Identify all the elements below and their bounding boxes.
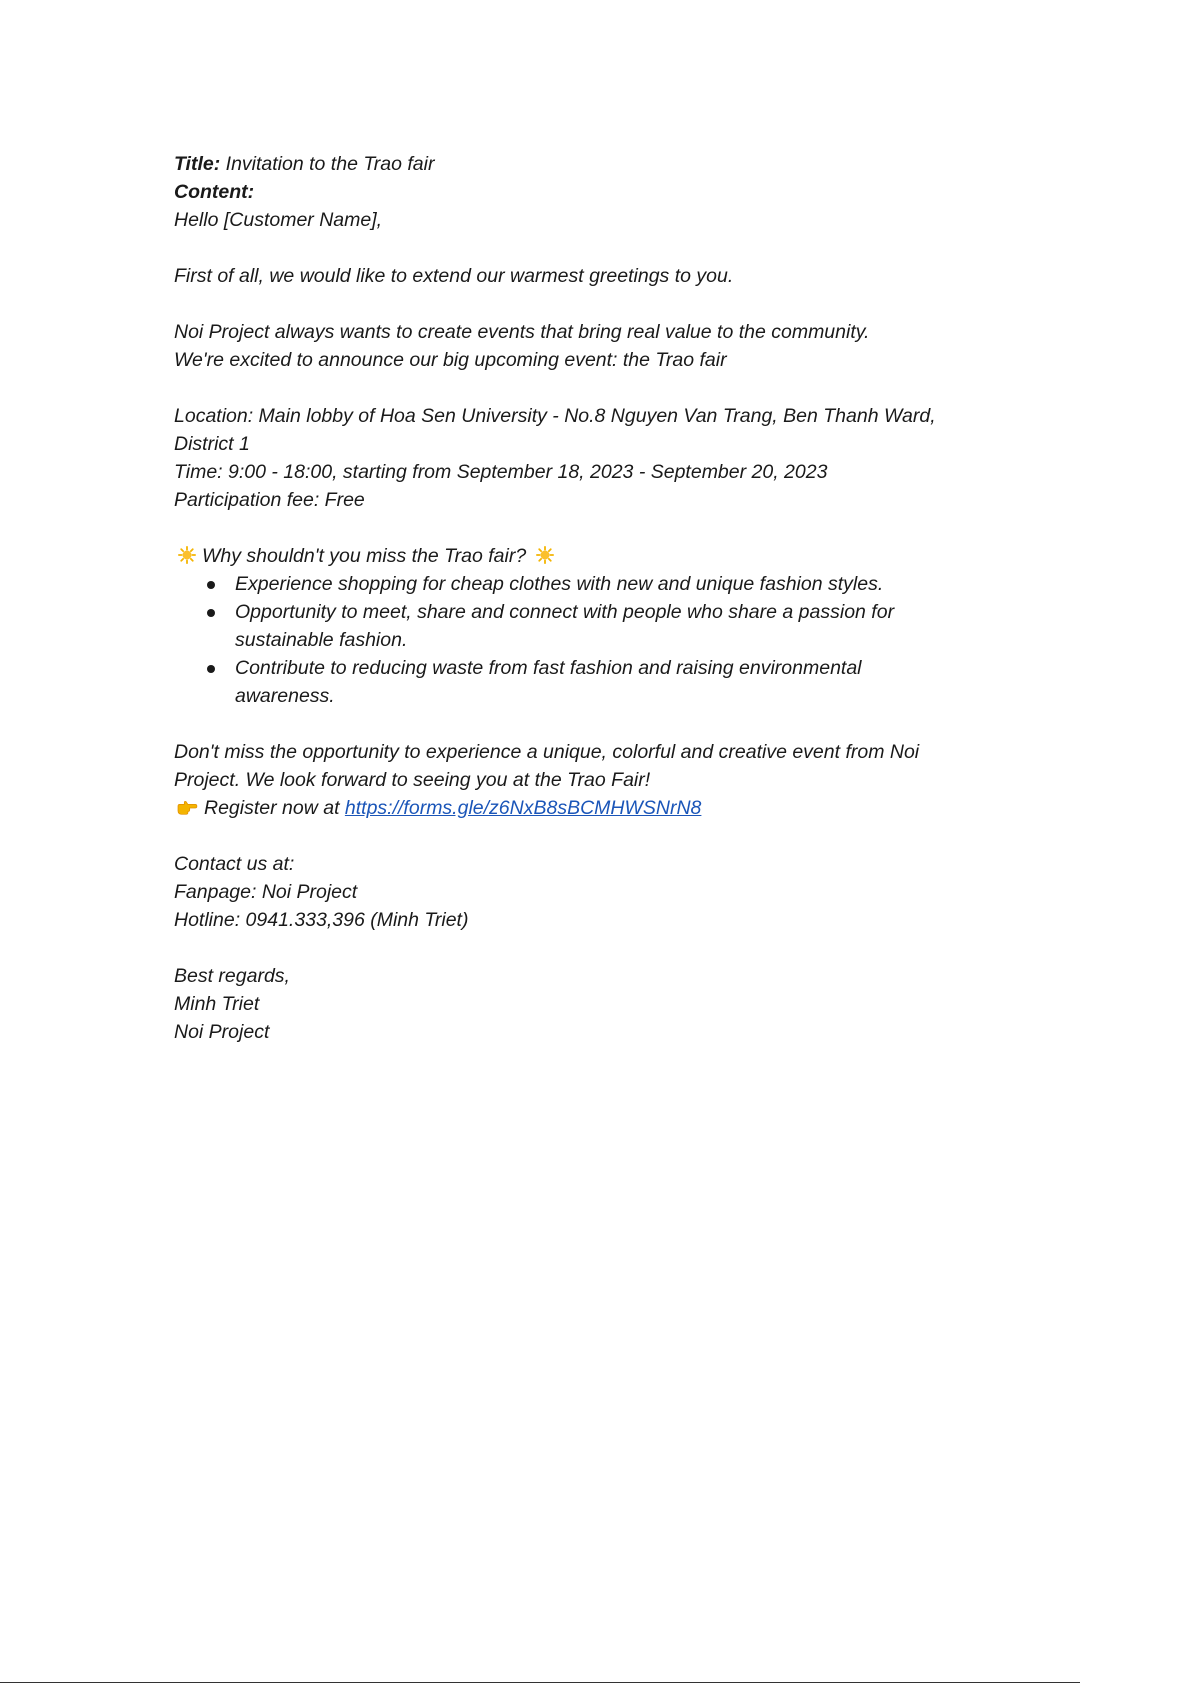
email-body — [174, 150, 954, 1046]
contact-fanpage: Fanpage: Noi Project — [174, 881, 358, 903]
signoff-org: Noi Project — [174, 1021, 270, 1043]
bullet-icon — [207, 609, 215, 617]
bullet-icon — [207, 581, 215, 589]
title-label: Title: — [174, 153, 221, 175]
time-line: Time: 9:00 - 18:00, starting from September 18, 2023 - September 20, 2023 — [174, 461, 828, 483]
closing-line-2: Project. We look forward to seeing you at the Trao Fair! — [174, 769, 651, 791]
fee-line: Participation fee: Free — [174, 489, 365, 511]
signoff-regards: Best regards, — [174, 965, 290, 987]
list-item — [174, 654, 915, 710]
register-link[interactable]: https://forms.gle/z6NxB8sBCMHWSNrN8 — [344, 797, 702, 819]
list-item-text: Experience shopping for cheap clothes with new and unique fashion styles. — [235, 573, 884, 595]
page-bottom-rule — [0, 1682, 1080, 1683]
location-line-2: District 1 — [174, 433, 250, 455]
title-line — [174, 150, 954, 178]
why-heading — [174, 542, 954, 570]
contact-heading: Contact us at: — [174, 853, 295, 875]
pointing-hand-icon — [176, 799, 198, 817]
contact-hotline: Hotline: 0941.333,396 (Minh Triet) — [174, 909, 469, 931]
sun-icon — [178, 546, 196, 564]
closing-line-1: Don't miss the opportunity to experience a unique, colorful and creative event from Noi — [174, 741, 920, 763]
intro-paragraph: First of all, we would like to extend our warmest greetings to you. — [174, 265, 734, 287]
signoff-name: Minh Triet — [174, 993, 260, 1015]
sun-icon — [536, 546, 554, 564]
list-item-text: Contribute to reducing waste from fast fashion and raising environmental awareness. — [235, 657, 862, 707]
benefits-list — [174, 570, 954, 710]
location-line-1: Location: Main lobby of Hoa Sen University - No.8 Nguyen Van Trang, Ben Thanh Ward, — [174, 405, 936, 427]
list-item — [174, 598, 915, 654]
register-line — [174, 794, 954, 822]
list-item — [174, 570, 954, 598]
register-label: Register now at — [204, 797, 340, 819]
announce-line-2: We're excited to announce our big upcoming event: the Trao fair — [174, 349, 727, 371]
list-item-text: Opportunity to meet, share and connect with people who share a passion for sustainable fashion. — [235, 601, 895, 651]
announce-line-1: Noi Project always wants to create events that bring real value to the community. — [174, 321, 870, 343]
why-heading-text: Why shouldn't you miss the Trao fair? — [202, 545, 527, 567]
bullet-icon — [207, 665, 215, 673]
content-label: Content: — [174, 181, 255, 203]
greeting: Hello [Customer Name], — [174, 209, 383, 231]
title-value: Invitation to the Trao fair — [225, 153, 435, 175]
